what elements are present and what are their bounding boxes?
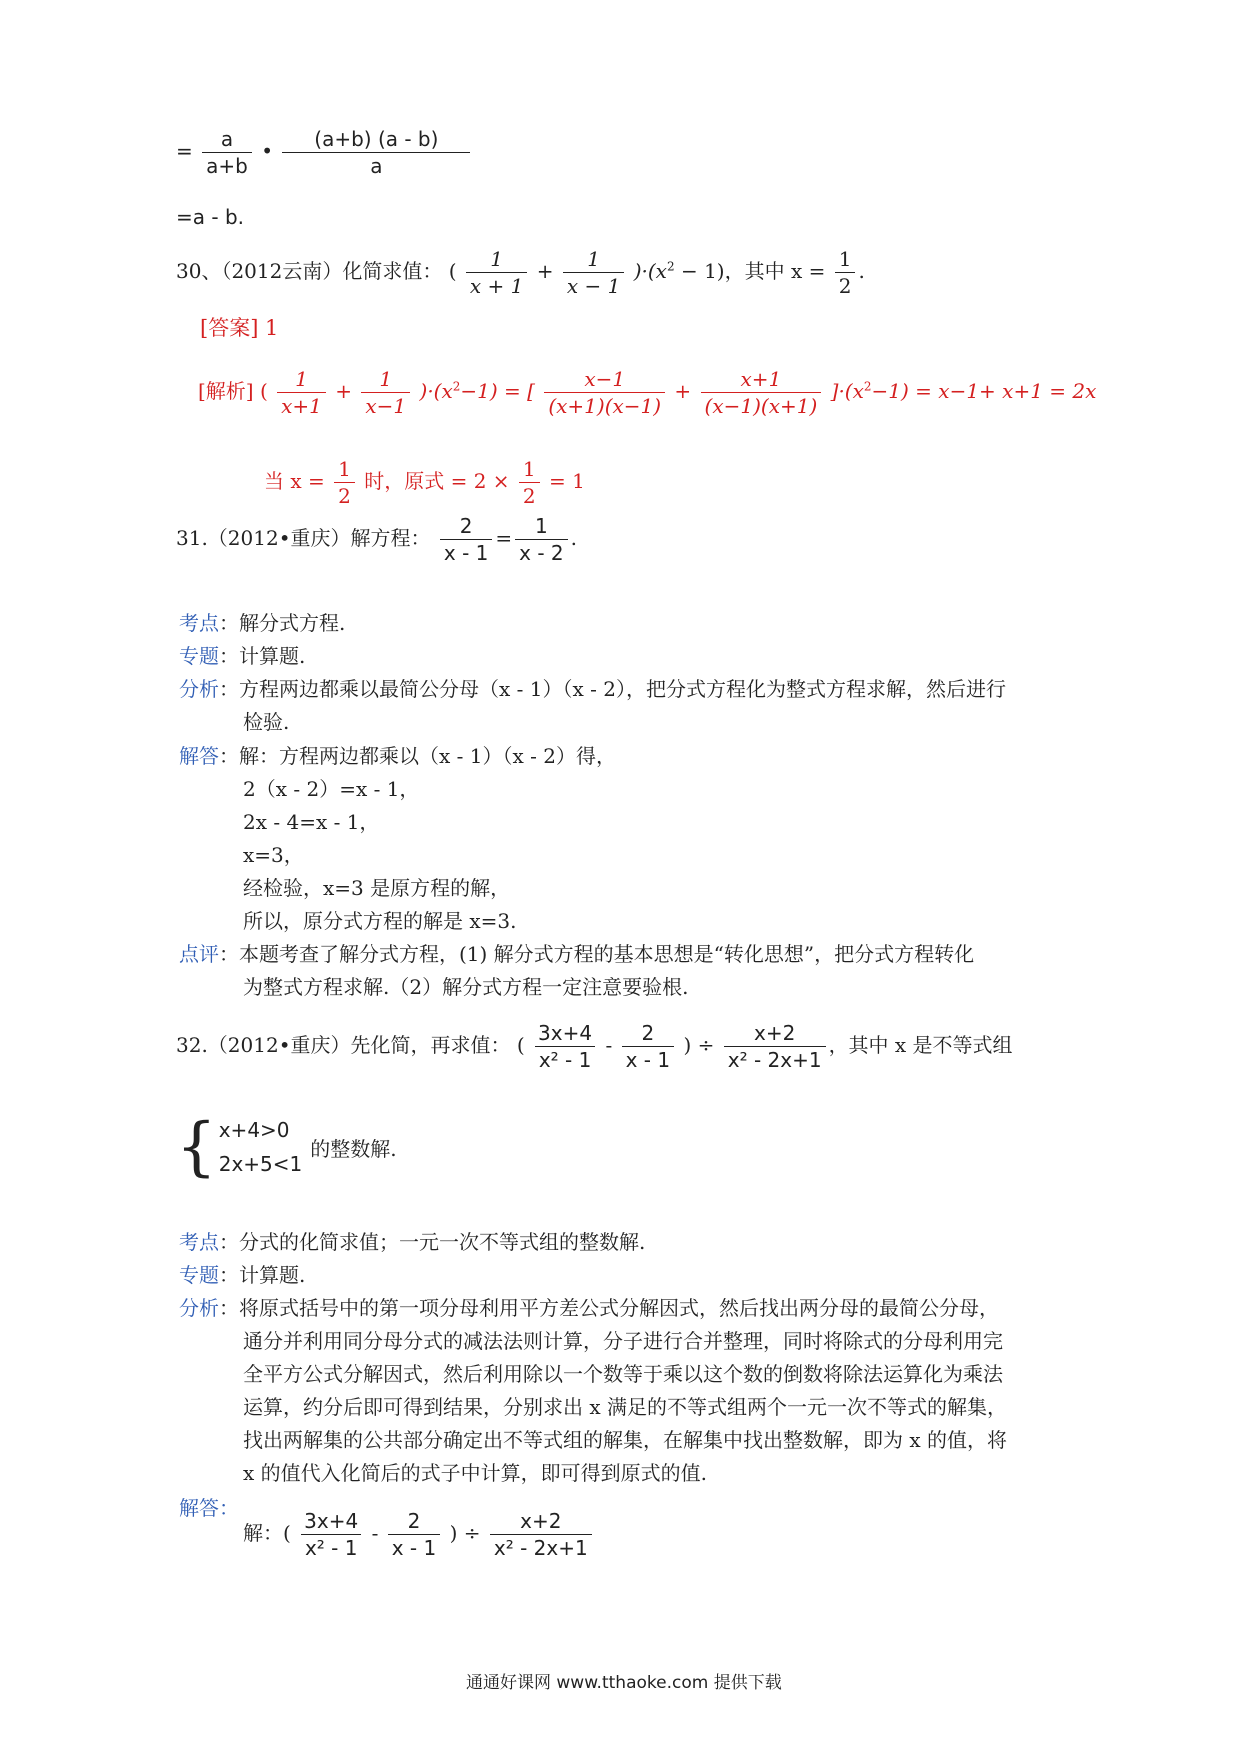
- equals-sign: =: [495, 526, 513, 550]
- paren-open: (: [259, 379, 268, 403]
- fraction-numerator: 1: [338, 457, 351, 481]
- fraction-numerator: 3x+4: [538, 1021, 593, 1045]
- paren-close: ): [683, 1033, 692, 1057]
- fraction-denominator: x − 1: [563, 272, 624, 297]
- fraction-1-over-x-minus-2: [515, 515, 568, 564]
- fraction-numerator: (a+b) (a - b): [314, 127, 439, 151]
- label-fenxi: 分析: [179, 1296, 219, 1320]
- fraction-denominator: x−1: [361, 392, 410, 417]
- when-mid: 时，原式 = 2 ×: [364, 469, 510, 493]
- dianping-31: [179, 938, 974, 967]
- fraction-denominator: (x+1)(x−1): [544, 392, 665, 417]
- fraction-numerator: 1: [379, 367, 393, 391]
- fraction-denominator: 2: [835, 272, 856, 297]
- label-kaodian: 考点: [179, 611, 219, 635]
- question-number: 30、（2012云南）化简求值：: [176, 259, 443, 283]
- fraction-one-half: [835, 248, 856, 297]
- paren-open: (: [448, 259, 457, 283]
- jieda-31: [179, 740, 616, 769]
- system-tail: 的整数解.: [310, 1136, 397, 1161]
- dot-operator: •: [261, 139, 273, 163]
- fraction: [534, 1022, 596, 1071]
- fraction-one-half: [519, 458, 540, 507]
- minus-sign: -: [605, 1033, 613, 1057]
- left-brace-icon: {: [176, 1110, 217, 1184]
- fraction: [388, 1510, 441, 1559]
- fraction-denominator: x - 1: [388, 1534, 441, 1559]
- kaodian-32: [179, 1226, 645, 1255]
- jieda-32: [179, 1492, 239, 1521]
- fraction-denominator: 2: [519, 482, 540, 507]
- fraction: [724, 1022, 826, 1071]
- fraction-numerator: 1: [535, 514, 548, 538]
- fraction-numerator: 1: [522, 457, 536, 481]
- fraction-denominator: a+b: [202, 152, 252, 177]
- analysis-label: [解析]: [198, 379, 254, 403]
- expression-tail: − 1)，其中 x =: [674, 259, 826, 283]
- fenxi-32-line: 通分并利用同分母分式的减法法则计算，分子进行合并整理，同时将除式的分母利用完: [243, 1329, 1003, 1353]
- solution-prefix: 解：(: [243, 1521, 291, 1545]
- when-prefix: 当 x =: [264, 469, 325, 493]
- period: .: [570, 526, 577, 550]
- fraction-numerator: 2: [407, 1509, 421, 1533]
- jieda-31-step: 2（x - 2）=x - 1，: [243, 777, 420, 801]
- kaodian-text: ：解分式方程.: [219, 611, 346, 635]
- fraction-numerator: 1: [490, 247, 503, 271]
- fenxi-32: [179, 1292, 999, 1321]
- fenxi-32-line: 运算，约分后即可得到结果，分别求出 x 满足的不等式组两个一元一次不等式的解集，: [243, 1395, 1007, 1419]
- top-expression-line: [176, 128, 473, 177]
- inequality-lines: [219, 1113, 303, 1181]
- question-number: 31.（2012•重庆）解方程：: [176, 526, 431, 550]
- fraction-numerator: x+1: [740, 367, 782, 391]
- fraction-denominator: x² - 1: [301, 1534, 362, 1559]
- label-fenxi: 分析: [179, 677, 219, 701]
- jieda-31-step: x=3，: [243, 843, 304, 867]
- fraction-denominator: a: [282, 152, 470, 177]
- solution-32: [243, 1510, 595, 1559]
- fraction: [490, 1510, 592, 1559]
- inequality-1: x+4>0: [218, 1118, 290, 1142]
- plus-sign: +: [536, 259, 554, 283]
- fraction-one-half: [334, 458, 355, 507]
- zhuanti-text: ：计算题.: [219, 1263, 306, 1287]
- fraction-numerator: x−1: [584, 367, 626, 391]
- label-zhuanti: 专题: [179, 1263, 219, 1287]
- kaodian-31: [179, 607, 345, 636]
- fraction: [622, 1022, 675, 1071]
- fenxi-32-line: 找出两解集的公共部分确定出不等式组的解集，在解集中找出整数解，即为 x 的值，将: [243, 1428, 1007, 1452]
- fraction-numerator: x+2: [520, 1509, 562, 1533]
- label-zhuanti: 专题: [179, 644, 219, 668]
- fraction: [701, 368, 822, 417]
- inequality-2: 2x+5<1: [218, 1152, 303, 1176]
- fraction-denominator: x² - 1: [535, 1046, 596, 1071]
- fraction-numerator: 3x+4: [304, 1509, 359, 1533]
- paren-open: (: [516, 1033, 525, 1057]
- fraction-numerator: x+2: [753, 1021, 796, 1045]
- fraction-denominator: x - 1: [622, 1046, 675, 1071]
- label-kaodian: 考点: [179, 1230, 219, 1254]
- question-32: [176, 1022, 1013, 1071]
- fraction-numerator: 1: [838, 247, 852, 271]
- analysis-30: [198, 368, 1096, 417]
- exponent: 2: [863, 379, 872, 394]
- fenxi-text: ：将原式括号中的第一项分母利用平方差公式分解因式，然后找出两分母的最简公分母，: [219, 1296, 999, 1320]
- fraction-denominator: (x−1)(x+1): [701, 392, 822, 417]
- fraction-numerator: a: [220, 127, 234, 151]
- jieda-31-step: 2x - 4=x - 1，: [243, 810, 380, 834]
- kaodian-text: ：分式的化简求值；一元一次不等式组的整数解.: [219, 1230, 646, 1254]
- fenxi-31: [179, 673, 1006, 702]
- fenxi-32-line: 全平方公式分解因式，然后利用除以一个数等于乘以这个数的倒数将除法运算化为乘法: [243, 1362, 1003, 1386]
- fraction-denominator: x + 1: [466, 272, 527, 297]
- colon: ：: [219, 1496, 239, 1520]
- expression-part: )·(x: [633, 259, 667, 283]
- divide-sign: ÷: [463, 1521, 481, 1545]
- plus-sign: +: [674, 379, 692, 403]
- plus-sign: +: [335, 379, 353, 403]
- expression-part: )·(x: [419, 379, 453, 403]
- fraction-denominator: x - 1: [440, 539, 493, 564]
- zhuanti-31: [179, 640, 305, 669]
- page-footer: 通通好课网 www.tthaoke.com 提供下载: [466, 1673, 782, 1693]
- fraction-numerator: 2: [459, 514, 473, 538]
- question-number: 32.（2012•重庆）先化简，再求值：: [176, 1033, 511, 1057]
- fraction: [277, 368, 326, 417]
- expression-part: ]·(x: [830, 379, 864, 403]
- jieda-31-step: 经检验，x=3 是原方程的解，: [243, 876, 511, 900]
- period: .: [858, 259, 865, 283]
- fraction-denominator: x² - 2x+1: [490, 1534, 592, 1559]
- dianping-text: ：本题考查了解分式方程，(1) 解分式方程的基本思想是“转化思想”，把分式方程转化: [219, 942, 975, 966]
- top-result-line: =a - b.: [176, 205, 244, 229]
- label-jieda: 解答: [179, 1496, 219, 1520]
- exponent: 2: [666, 259, 675, 274]
- dianping-31-line2: 为整式方程求解.（2）解分式方程一定注意要验根.: [243, 975, 689, 999]
- label-jieda: 解答: [179, 744, 219, 768]
- fraction-denominator: x² - 2x+1: [724, 1046, 826, 1071]
- inequality-system: [176, 1110, 397, 1184]
- fraction-a-over-a-plus-b: [202, 128, 252, 177]
- fraction-1-over-x-minus-1: [563, 248, 624, 297]
- fenxi-text: ：方程两边都乘以最简公分母（x - 1）（x - 2），把分式方程化为整式方程求解，然后进行: [219, 677, 1006, 701]
- question-tail: ，其中 x 是不等式组: [828, 1033, 1013, 1057]
- equals-sign: =: [176, 139, 193, 163]
- analysis-30-substitution: [264, 458, 585, 507]
- fraction: [544, 368, 665, 417]
- jieda-31-step: 所以，原分式方程的解是 x=3.: [243, 909, 517, 933]
- question-31: [176, 515, 577, 564]
- zhuanti-32: [179, 1259, 305, 1288]
- fraction-1-over-x-plus-1: [466, 248, 527, 297]
- fraction-product-over-a: [282, 128, 470, 177]
- fenxi-31-line2: 检验.: [243, 710, 290, 734]
- jieda-text: ：解：方程两边都乘以（x - 1）（x - 2）得，: [219, 744, 616, 768]
- zhuanti-text: ：计算题.: [219, 644, 306, 668]
- fraction: [361, 368, 410, 417]
- exponent: 2: [452, 379, 461, 394]
- paren-close: ): [449, 1521, 458, 1545]
- expression-part: −1) = x−1+ x+1 = 2x: [871, 379, 1097, 403]
- fraction-numerator: 2: [641, 1021, 655, 1045]
- question-30: [176, 248, 865, 297]
- fraction-denominator: x+1: [277, 392, 326, 417]
- fraction: [300, 1510, 362, 1559]
- fraction-numerator: 1: [295, 367, 308, 391]
- divide-sign: ÷: [697, 1033, 715, 1057]
- fenxi-32-line: x 的值代入化简后的式子中计算，即可得到原式的值.: [243, 1461, 707, 1485]
- fraction-numerator: 1: [587, 247, 600, 271]
- label-dianping: 点评: [179, 942, 219, 966]
- fraction-denominator: x - 2: [515, 539, 568, 564]
- minus-sign: -: [371, 1521, 379, 1545]
- answer-30: [答案] 1: [200, 316, 279, 340]
- fraction-denominator: 2: [334, 482, 355, 507]
- when-end: = 1: [548, 469, 585, 493]
- expression-part: −1) = [: [460, 379, 535, 403]
- fraction-2-over-x-minus-1: [440, 515, 493, 564]
